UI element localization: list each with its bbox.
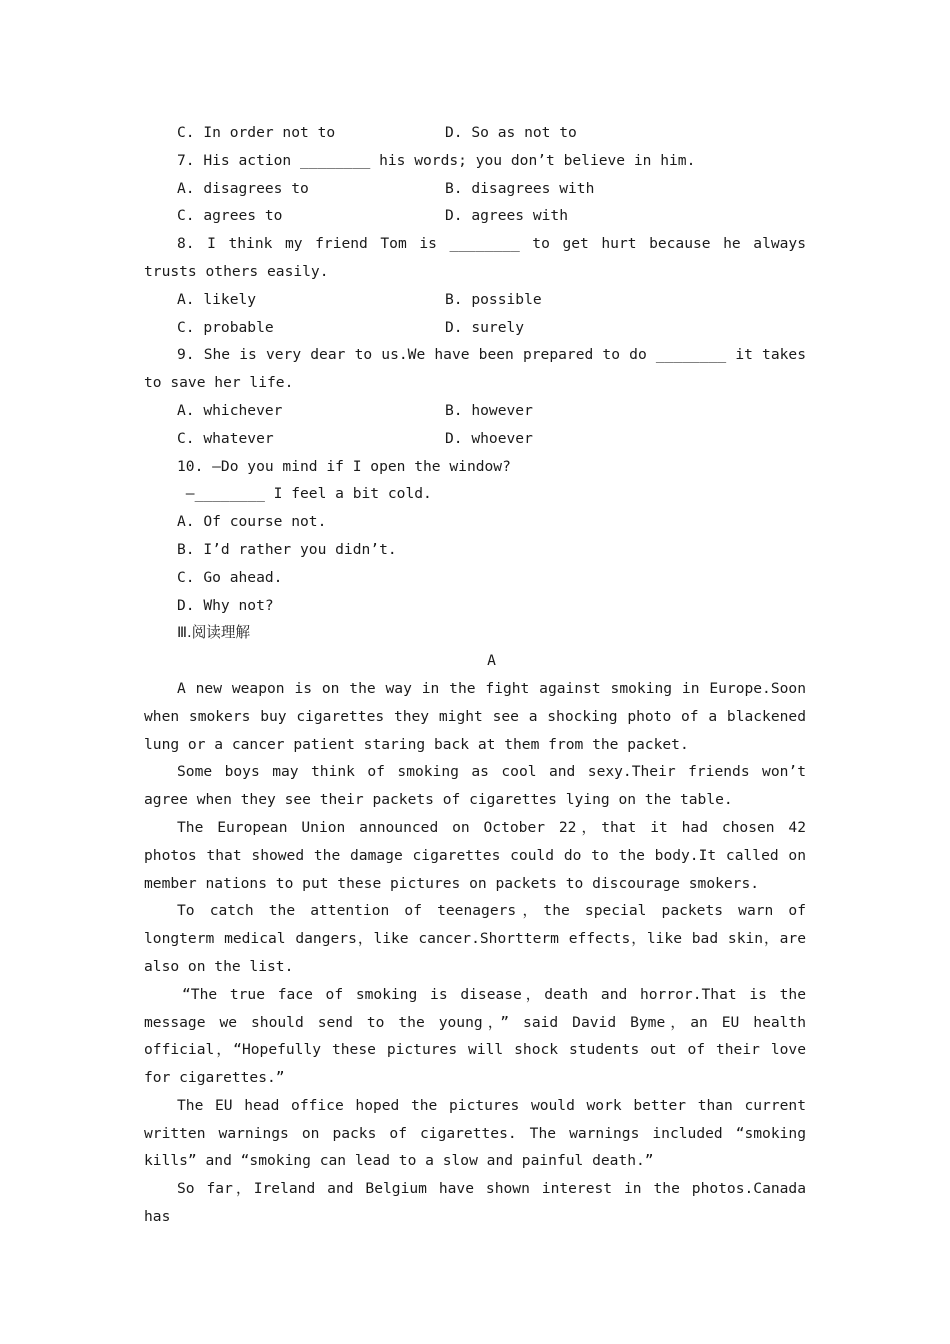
q10-option-c: C. Go ahead. — [177, 568, 283, 586]
q9-options-row-2 — [144, 425, 806, 453]
q10-option-d: D. Why not? — [177, 596, 274, 614]
document-page — [144, 119, 806, 1231]
q8-option-c: C. probable — [177, 318, 274, 336]
q8-option-d: D. surely — [445, 318, 525, 336]
passage-paragraph: The EU head office hoped the pictures would work better than current written warnings on packs of cigarettes. The warnings included “smoking kills” and “smoking can lead to a slow and painful death.” — [144, 1096, 806, 1170]
q7-option-b: B. disagrees with — [445, 179, 595, 197]
section-heading: Ⅲ.阅读理解 — [177, 624, 251, 642]
q6-option-d: D. So as not to — [445, 124, 577, 141]
q8-options-row-2 — [144, 314, 806, 342]
q7-option-d: D. agrees with — [445, 207, 569, 225]
q7-option-c: C. agrees to — [177, 207, 283, 225]
q9-option-a: A. whichever — [177, 401, 283, 419]
q7-options-row-2 — [144, 202, 806, 230]
q6-option-c: C. In order not to — [177, 124, 336, 141]
q8-option-a: A. likely — [177, 290, 257, 308]
q10-stem: 10. —Do you mind if I open the window? — [177, 457, 511, 475]
q8-options-row-1 — [144, 286, 806, 314]
q9-stem: 9. She is very dear to us.We have been prepared to do ________ it takes to save her life. — [144, 346, 806, 392]
q7-stem: 7. His action ________ his words; you don’t believe in him. — [177, 151, 696, 169]
q9-options-row-1 — [144, 397, 806, 425]
q10-reply: —________ I feel a bit cold. — [177, 485, 432, 503]
q8-option-b: B. possible — [445, 290, 542, 308]
q9-option-c: C. whatever — [177, 429, 274, 447]
passage-label: A — [487, 652, 496, 670]
q9-option-b: B. however — [445, 401, 533, 419]
q6-options-row-2 — [144, 119, 806, 147]
q8-stem: 8. I think my friend Tom is ________ to get hurt because he always trusts others easily. — [144, 235, 806, 280]
q10-option-b: B. I’d rather you didn’t. — [177, 540, 397, 558]
passage-paragraph: Some boys may think of smoking as cool and sexy.Their friends won’t agree when they see their packets of cigarettes lying on the table. — [144, 763, 806, 809]
passage-paragraph: So far，Ireland and Belgium have shown interest in the photos.Canada has — [144, 1180, 806, 1226]
passage-paragraph: “The true face of smoking is disease，death and horror.That is the message we should send to the young，” said David Byme，an EU health official，“Hopefully these pictures will shock students out of their love for cigarettes.” — [144, 985, 806, 1087]
q9-option-d: D. whoever — [445, 429, 533, 447]
passage-paragraph: A new weapon is on the way in the fight against smoking in Europe.Soon when smokers buy cigarettes they might see a shocking photo of a blackened lung or a cancer patient staring back at them from the packet. — [144, 679, 806, 753]
q7-option-a: A. disagrees to — [177, 179, 309, 197]
passage-paragraph: The European Union announced on October 22，that it had chosen 42 photos that showed the damage cigarettes could do to the body.It called on member nations to put these pictures on packets to discourage smokers. — [144, 818, 806, 892]
q7-options-row-1 — [144, 175, 806, 203]
q10-option-a: A. Of course not. — [177, 513, 327, 531]
passage-paragraph: To catch the attention of teenagers，the special packets warn of longterm medical dangers，like cancer.Shortterm effects，like bad skin，are also on the list. — [144, 902, 806, 975]
